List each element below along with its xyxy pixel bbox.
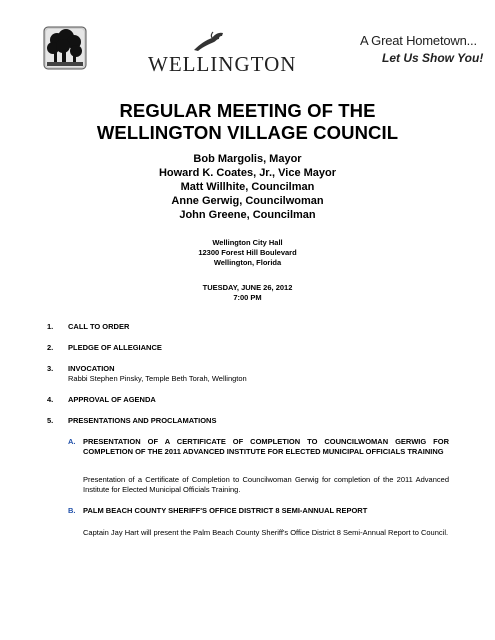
venue: Wellington City Hall bbox=[212, 238, 283, 247]
council-member: Howard K. Coates, Jr., Vice Mayor bbox=[158, 167, 337, 179]
meeting-time: 7:00 PM bbox=[233, 293, 262, 302]
meeting-date: TUESDAY, JUNE 26, 2012 bbox=[202, 283, 293, 292]
subitem-title: PALM BEACH COUNTY SHERIFF'S OFFICE DISTRICT 8 SEMI-ANNUAL REPORT bbox=[83, 506, 368, 515]
subitem-letter: A. bbox=[68, 437, 76, 446]
page-title bbox=[0, 100, 495, 144]
title-line2: WELLINGTON VILLAGE COUNCIL bbox=[96, 122, 399, 143]
brand-name: WELLINGTON bbox=[148, 52, 297, 76]
item-number: 4. bbox=[47, 395, 54, 404]
horse-icon bbox=[192, 30, 226, 54]
council-member: Bob Margolis, Mayor bbox=[193, 153, 302, 165]
meeting-location bbox=[0, 238, 495, 268]
wellington-logo bbox=[148, 30, 313, 80]
address: 12300 Forest Hill Boulevard bbox=[198, 248, 297, 257]
item-detail: Rabbi Stephen Pinsky, Temple Beth Torah, Wellington bbox=[68, 374, 247, 383]
item-title: INVOCATION bbox=[68, 364, 115, 373]
subitem-description: Captain Jay Hart will present the Palm Beach County Sheriff's Office District 8 Semi-Annual Report to Council. bbox=[83, 528, 449, 537]
slogan-line2: Let Us Show You! bbox=[382, 51, 484, 65]
item-number: 3. bbox=[47, 364, 54, 373]
item-title: PRESENTATIONS AND PROCLAMATIONS bbox=[68, 416, 217, 425]
item-number: 2. bbox=[47, 343, 54, 352]
council-members bbox=[0, 152, 495, 222]
meeting-datetime bbox=[0, 283, 495, 303]
tree-emblem-icon bbox=[43, 26, 87, 70]
item-title: APPROVAL OF AGENDA bbox=[68, 395, 156, 404]
council-member: Matt Willhite, Councilman bbox=[180, 181, 315, 193]
item-number: 1. bbox=[47, 322, 54, 331]
council-member: John Greene, Councilman bbox=[179, 209, 316, 221]
subitem-description: Presentation of a Certificate of Completion to Councilwoman Gerwig for completion of the 2011 Advanced Institute for Elected Municipal Officials Training. bbox=[83, 475, 449, 494]
city: Wellington, Florida bbox=[213, 258, 282, 267]
slogan bbox=[360, 33, 490, 65]
item-title: PLEDGE OF ALLEGIANCE bbox=[68, 343, 162, 352]
slogan-line1: A Great Hometown... bbox=[360, 33, 477, 48]
item-number: 5. bbox=[47, 416, 54, 425]
subitem-title: PRESENTATION OF A CERTIFICATE OF COMPLETION TO COUNCILWOMAN GERWIG FOR COMPLETION OF THE 2011 ADVANCED INSTITUTE FOR ELECTED MUNICIPAL OFFICIALS TRAINING bbox=[83, 437, 449, 456]
council-member: Anne Gerwig, Councilwoman bbox=[171, 195, 324, 207]
item-title: CALL TO ORDER bbox=[68, 322, 130, 331]
subitem-letter: B. bbox=[68, 506, 76, 515]
title-line1: REGULAR MEETING OF THE bbox=[119, 100, 376, 121]
